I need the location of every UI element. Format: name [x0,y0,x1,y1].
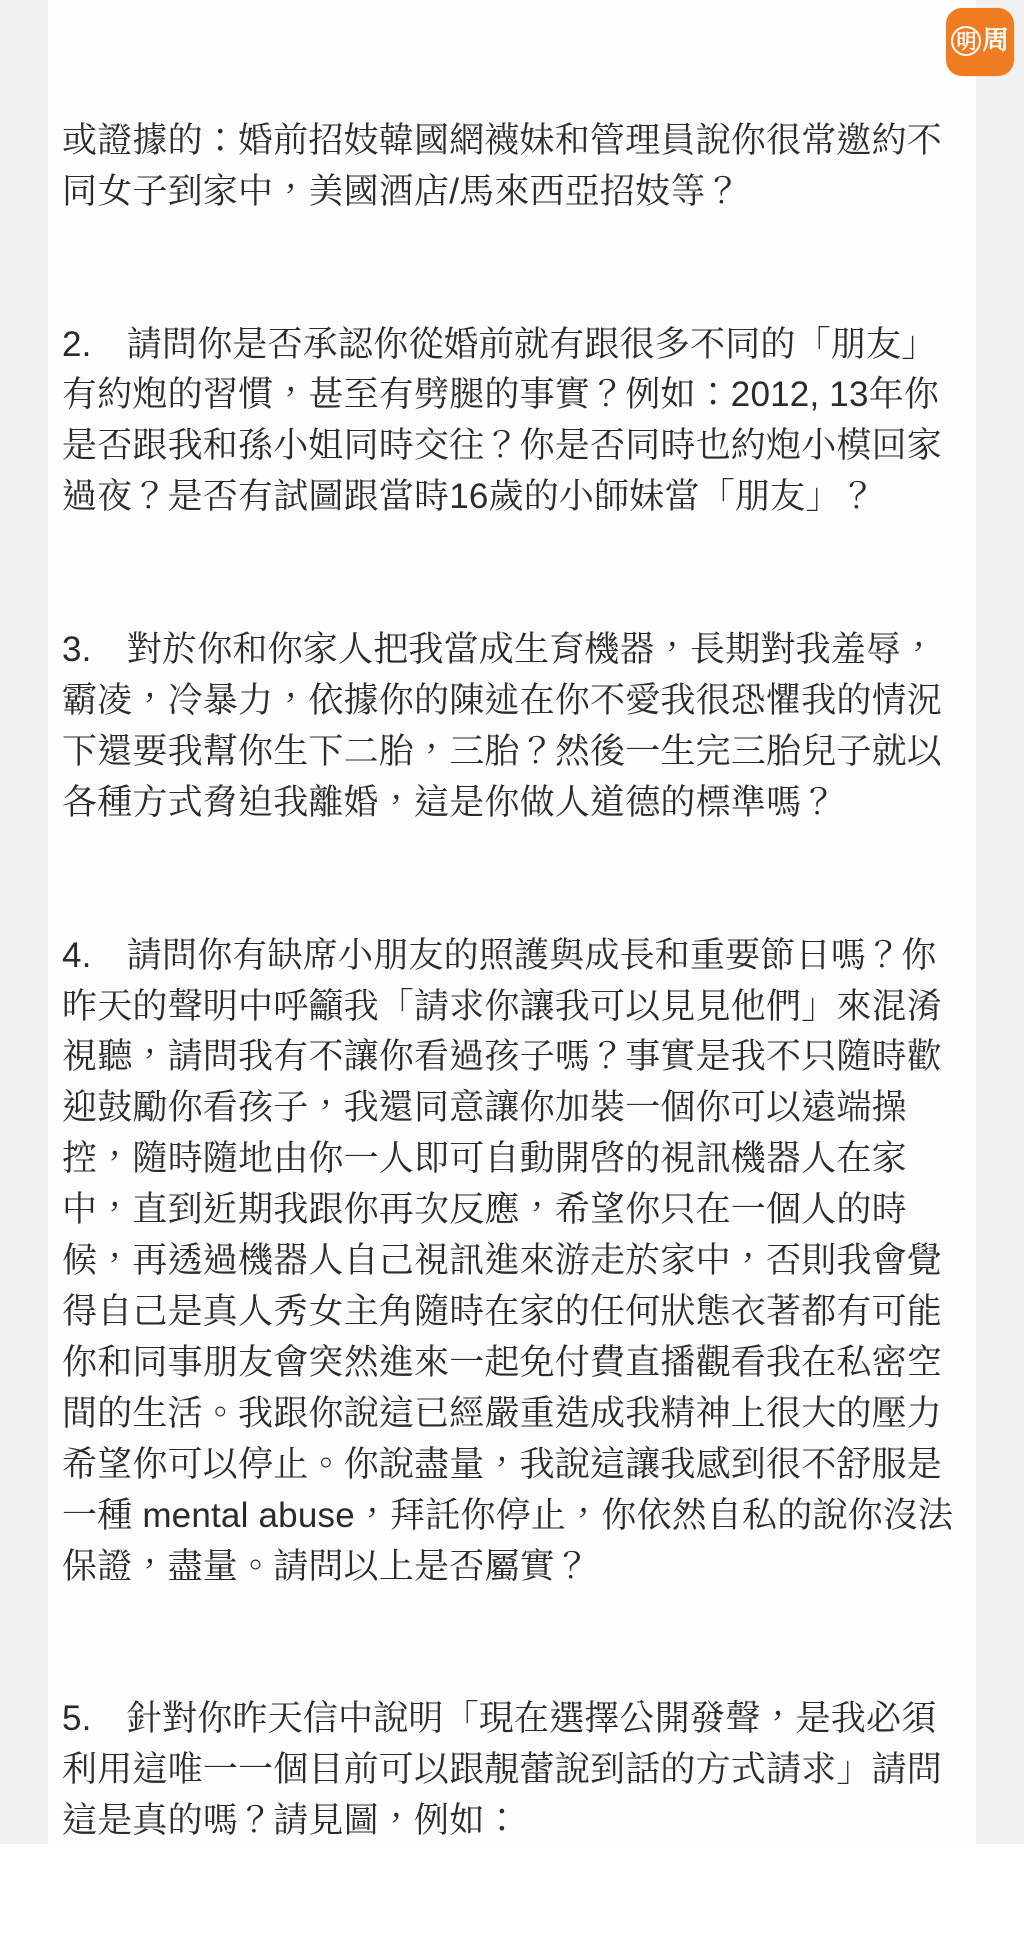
paragraph-item-5: 5. 針對你昨天信中說明「現在選擇公開發聲，是我必須利用這唯一一個目前可以跟靚蕾說到話的方式請求」請問這是真的嗎？請見圖，例如： [62,1699,943,1841]
paragraph-item-3: 3. 對於你和你家人把我當成生育機器，長期對我羞辱，霸凌，冷暴力，依據你的陳述在你不愛我很恐懼我的情況下還要我幫你生下二胎，三胎？然後一生完三胎兒子就以各種方式脅迫我離婚，這是你做人道德的標準嗎？ [62,630,943,822]
publisher-watermark-logo [946,8,1014,76]
left-margin-strip [0,0,48,1844]
document-text-block [62,14,964,1949]
watermark-char-zhou: 周 [982,26,1009,56]
paragraph-intro: 或證據的：婚前招妓韓國網襪妹和管理員說你很常邀約不同女子到家中，美國酒店/馬來西亞招妓等？ [62,120,943,211]
watermark-inner [951,26,1008,56]
watermark-char-ming: 明 [951,26,981,56]
paragraph-item-2: 2. 請問你是否承認你從婚前就有跟很多不同的「朋友」有約炮的習慣，甚至有劈腿的事實？例如：2012, 13年你是否跟我和孫小姐同時交往？你是否同時也約炮小模回家過夜？是否有試圖跟當時16歲的小師妹當「朋友」？ [62,324,943,517]
document-body [48,0,976,1844]
right-margin-strip [976,0,1024,1844]
paragraph-item-4: 4. 請問你有缺席小朋友的照護與成長和重要節日嗎？你昨天的聲明中呼籲我「請求你讓我可以見見他們」來混淆視聽，請問我有不讓你看過孩子嗎？事實是我不只隨時歡迎鼓勵你看孩子，我還同意讓你加裝一個你可以遠端操控，隨時隨地由你一人即可自動開啓的視訊機器人在家中，直到近期我跟你再次反應，希望你只在一個人的時候，再透過機器人自己視訊進來游走於家中，否則我會覺得自己是真人秀女主角隨時在家的任何狀態衣著都有可能你和同事朋友會突然進來一起免付費直播觀看我在私密空間的生活。我跟你說這已經嚴重造成我精神上很大的壓力希望你可以停止。你說盡量，我說這讓我感到很不舒服是一種 mental abuse，拜託你停止，你依然自私的說你沒法保證，盡量。請問以上是否屬實？ [62,935,954,1586]
